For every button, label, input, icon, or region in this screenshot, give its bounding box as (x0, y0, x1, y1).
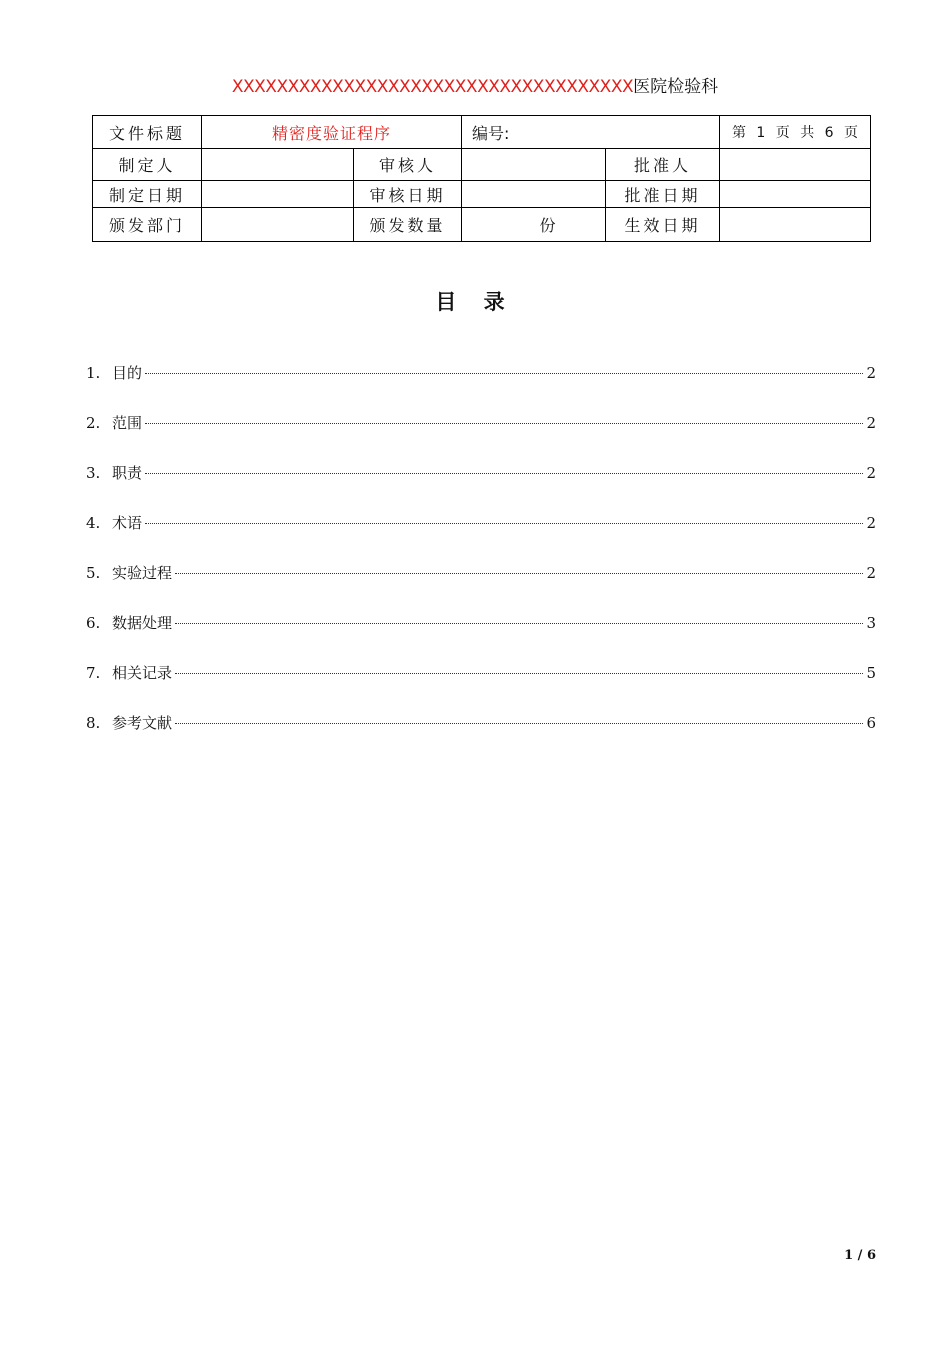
toc-item-number: 4. (86, 514, 101, 532)
info-row-people (93, 149, 871, 181)
page-info: 第 1 页 共 6 页 (720, 116, 871, 149)
toc-item-number: 6. (86, 614, 101, 632)
effective-date-value (720, 208, 871, 242)
department-name: 医院检验科 (633, 77, 719, 97)
info-row-dates (93, 181, 871, 208)
toc-item-page: 2 (866, 364, 876, 382)
drafter-value (202, 149, 354, 181)
toc-item-label: 数据处理 (112, 614, 173, 632)
toc-item-number: 5. (86, 564, 101, 582)
reviewer-label: 审核人 (354, 149, 462, 181)
toc-item-label: 术语 (112, 514, 143, 532)
issue-count-label: 颁发数量 (354, 208, 462, 242)
toc-item[interactable] (86, 562, 876, 612)
reviewer-value (462, 149, 606, 181)
hospital-name-placeholder: XXXXXXXXXXXXXXXXXXXXXXXXXXXXXXXXXXXX (231, 77, 634, 97)
toc-leader-dots (175, 723, 863, 724)
document-info-table (92, 115, 871, 242)
issue-dept-value (202, 208, 354, 242)
toc-item-page: 3 (866, 614, 876, 632)
toc-item-page: 2 (866, 464, 876, 482)
toc-item-page: 2 (866, 414, 876, 432)
toc-item[interactable] (86, 612, 876, 662)
toc-item[interactable] (86, 412, 876, 462)
toc-item-page: 2 (866, 514, 876, 532)
page-number-indicator: 1 / 6 (844, 1248, 876, 1263)
toc-leader-dots (145, 373, 863, 374)
issue-dept-label: 颁发部门 (93, 208, 202, 242)
document-header (0, 72, 950, 97)
toc-leader-dots (145, 523, 863, 524)
approve-date-value (720, 181, 871, 208)
toc-leader-dots (145, 423, 863, 424)
doc-title-value: 精密度验证程序 (202, 116, 462, 149)
effective-date-label: 生效日期 (606, 208, 720, 242)
toc-item[interactable] (86, 362, 876, 412)
table-of-contents (86, 362, 876, 762)
toc-item-label: 实验过程 (112, 564, 173, 582)
toc-item-label: 职责 (112, 464, 143, 482)
toc-title: 目 录 (435, 290, 515, 314)
toc-leader-dots (175, 673, 863, 674)
toc-item-number: 7. (86, 664, 101, 682)
review-date-label: 审核日期 (354, 181, 462, 208)
toc-item[interactable] (86, 712, 876, 762)
toc-leader-dots (145, 473, 863, 474)
issue-count-unit: 份 (462, 208, 606, 242)
drafter-label: 制定人 (93, 149, 202, 181)
toc-item-label: 范围 (112, 414, 143, 432)
info-row-issue (93, 208, 871, 242)
toc-leader-dots (175, 573, 863, 574)
toc-item-number: 3. (86, 464, 101, 482)
info-row-title (93, 116, 871, 149)
approver-label: 批准人 (606, 149, 720, 181)
review-date-value (462, 181, 606, 208)
approve-date-label: 批准日期 (606, 181, 720, 208)
toc-item-page: 5 (866, 664, 876, 682)
toc-item-label: 目的 (112, 364, 143, 382)
toc-item[interactable] (86, 462, 876, 512)
toc-item[interactable] (86, 512, 876, 562)
toc-item-number: 2. (86, 414, 101, 432)
toc-item-label: 相关记录 (112, 664, 173, 682)
toc-item-page: 6 (866, 714, 876, 732)
toc-item[interactable] (86, 662, 876, 712)
toc-item-label: 参考文献 (112, 714, 173, 732)
toc-item-number: 1. (86, 364, 101, 382)
doc-title-label: 文件标题 (93, 116, 202, 149)
draft-date-label: 制定日期 (93, 181, 202, 208)
doc-number-label: 编号: (462, 116, 720, 149)
draft-date-value (202, 181, 354, 208)
toc-item-page: 2 (866, 564, 876, 582)
toc-leader-dots (175, 623, 863, 624)
toc-item-number: 8. (86, 714, 101, 732)
approver-value (720, 149, 871, 181)
